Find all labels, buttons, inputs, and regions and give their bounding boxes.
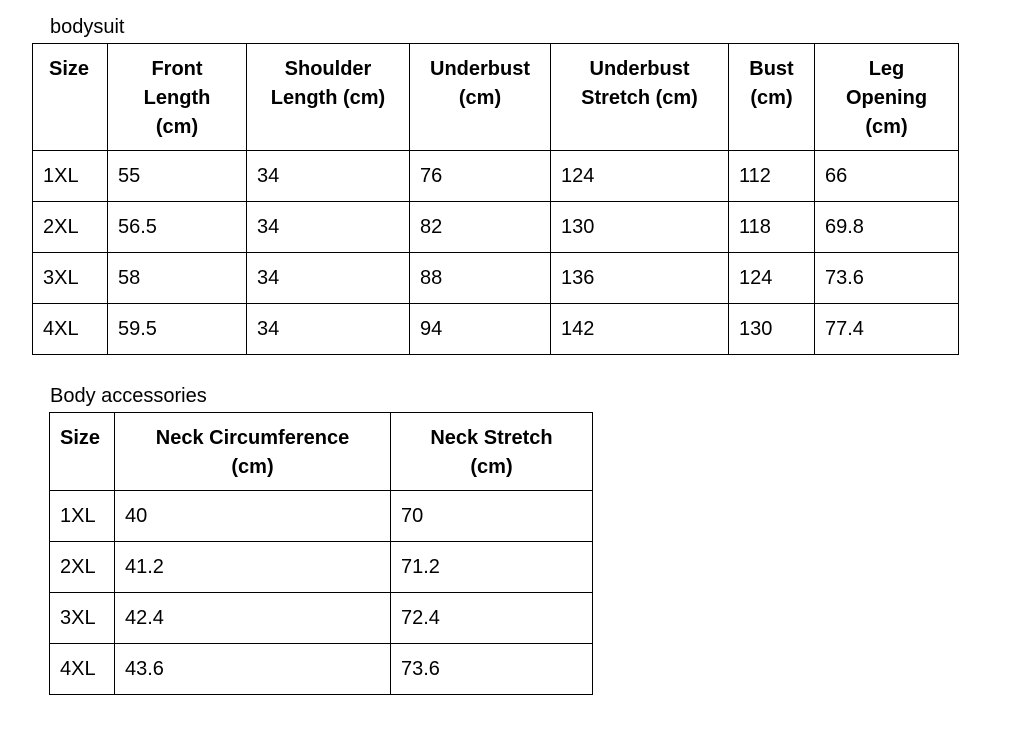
cell-neck-stretch: 73.6 <box>391 644 593 695</box>
cell-size: 4XL <box>50 644 115 695</box>
cell-neck-stretch: 71.2 <box>391 542 593 593</box>
table-header-row <box>33 44 959 151</box>
table-row <box>33 202 959 253</box>
table-row <box>50 542 593 593</box>
header-leg-opening: Leg Opening (cm) <box>815 44 959 151</box>
accessories-size-table <box>49 412 593 695</box>
header-bust: Bust (cm) <box>729 44 815 151</box>
table-row <box>50 644 593 695</box>
cell-leg-opening: 77.4 <box>815 304 959 355</box>
cell-bust: 118 <box>729 202 815 253</box>
cell-neck-stretch: 72.4 <box>391 593 593 644</box>
cell-size: 1XL <box>33 151 108 202</box>
header-front-length: Front Length (cm) <box>108 44 247 151</box>
bodysuit-size-table <box>32 43 959 355</box>
cell-underbust-stretch: 142 <box>551 304 729 355</box>
table-row <box>50 491 593 542</box>
cell-neck-circumference: 41.2 <box>115 542 391 593</box>
cell-front-length: 58 <box>108 253 247 304</box>
cell-size: 2XL <box>50 542 115 593</box>
cell-underbust: 94 <box>410 304 551 355</box>
header-underbust: Underbust (cm) <box>410 44 551 151</box>
table-row <box>33 304 959 355</box>
cell-underbust-stretch: 130 <box>551 202 729 253</box>
cell-neck-stretch: 70 <box>391 491 593 542</box>
cell-shoulder-length: 34 <box>247 151 410 202</box>
cell-leg-opening: 69.8 <box>815 202 959 253</box>
cell-front-length: 59.5 <box>108 304 247 355</box>
cell-leg-opening: 66 <box>815 151 959 202</box>
header-underbust-stretch: Underbust Stretch (cm) <box>551 44 729 151</box>
cell-neck-circumference: 40 <box>115 491 391 542</box>
header-size: Size <box>50 413 115 491</box>
cell-underbust: 82 <box>410 202 551 253</box>
header-neck-stretch: Neck Stretch (cm) <box>391 413 593 491</box>
cell-front-length: 55 <box>108 151 247 202</box>
cell-bust: 130 <box>729 304 815 355</box>
cell-underbust-stretch: 124 <box>551 151 729 202</box>
cell-underbust-stretch: 136 <box>551 253 729 304</box>
cell-neck-circumference: 43.6 <box>115 644 391 695</box>
cell-shoulder-length: 34 <box>247 304 410 355</box>
cell-shoulder-length: 34 <box>247 253 410 304</box>
cell-underbust: 88 <box>410 253 551 304</box>
cell-size: 2XL <box>33 202 108 253</box>
cell-size: 3XL <box>50 593 115 644</box>
cell-size: 3XL <box>33 253 108 304</box>
cell-bust: 124 <box>729 253 815 304</box>
accessories-table-title: Body accessories <box>50 385 207 407</box>
table-row <box>33 151 959 202</box>
header-neck-circumference: Neck Circumference (cm) <box>115 413 391 491</box>
cell-size: 4XL <box>33 304 108 355</box>
cell-shoulder-length: 34 <box>247 202 410 253</box>
header-size: Size <box>33 44 108 151</box>
table-row <box>33 253 959 304</box>
bodysuit-table-title: bodysuit <box>50 16 125 38</box>
cell-leg-opening: 73.6 <box>815 253 959 304</box>
table-row <box>50 593 593 644</box>
cell-bust: 112 <box>729 151 815 202</box>
cell-size: 1XL <box>50 491 115 542</box>
header-shoulder-length: Shoulder Length (cm) <box>247 44 410 151</box>
cell-neck-circumference: 42.4 <box>115 593 391 644</box>
table-header-row <box>50 413 593 491</box>
cell-underbust: 76 <box>410 151 551 202</box>
cell-front-length: 56.5 <box>108 202 247 253</box>
